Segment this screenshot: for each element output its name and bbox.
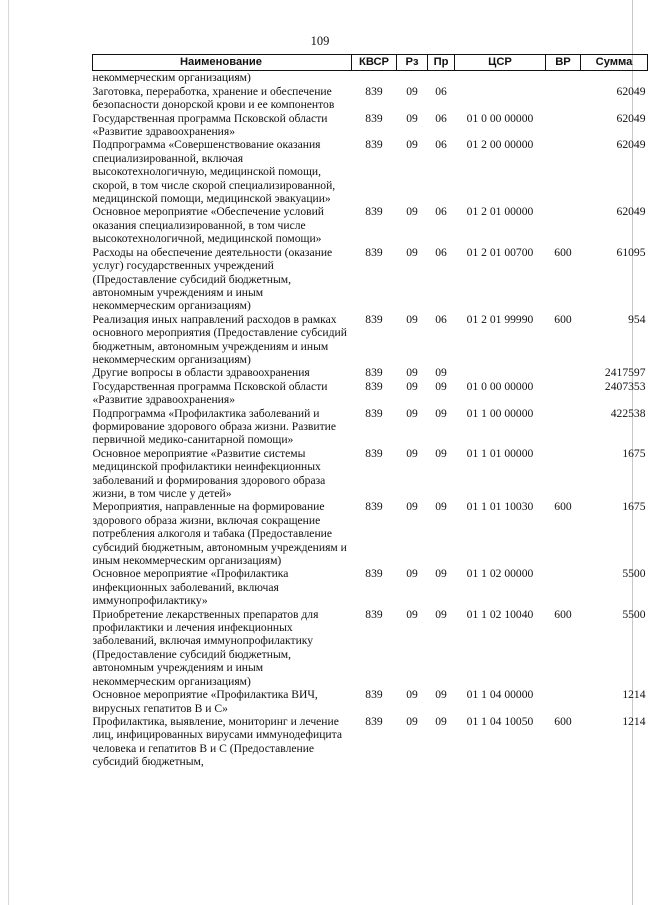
cell-pr: 06 bbox=[435, 245, 447, 259]
cell-kvsr: 839 bbox=[365, 205, 383, 219]
cell-sum: 62049 bbox=[616, 111, 646, 125]
cell-csr: 01 1 04 00000 bbox=[466, 688, 534, 702]
cell-kvsr: 839 bbox=[365, 446, 383, 460]
cell-vr bbox=[546, 688, 581, 715]
cell-kvsr: 839 bbox=[365, 111, 383, 125]
cell-rz: 09 bbox=[406, 607, 418, 621]
cell-sum: 2417597 bbox=[604, 366, 646, 380]
cell-sum: 1214 bbox=[622, 714, 646, 728]
cell-kvsr: 839 bbox=[365, 406, 383, 420]
cell-sum bbox=[581, 71, 648, 85]
table-row bbox=[93, 366, 648, 379]
header-rz: Рз bbox=[397, 55, 428, 71]
cell-csr: 01 1 01 00000 bbox=[466, 446, 534, 460]
cell-name: Основное мероприятие «Профилактика ВИЧ, вирусных гепатитов В и С» bbox=[92, 688, 318, 715]
table-body bbox=[93, 71, 648, 769]
table-row bbox=[93, 71, 648, 85]
cell-sum: 62049 bbox=[616, 138, 646, 152]
table-row bbox=[93, 138, 648, 205]
cell-csr bbox=[455, 366, 546, 379]
cell-pr: 06 bbox=[435, 138, 447, 152]
cell-pr: 09 bbox=[435, 567, 447, 581]
table-row bbox=[93, 313, 648, 367]
cell-sum: 62049 bbox=[616, 205, 646, 219]
cell-vr bbox=[546, 138, 581, 205]
cell-rz bbox=[397, 71, 428, 85]
header-csr: ЦСР bbox=[455, 55, 546, 71]
cell-vr bbox=[546, 447, 581, 501]
cell-rz: 09 bbox=[406, 138, 418, 152]
cell-kvsr: 839 bbox=[365, 688, 383, 702]
cell-kvsr: 839 bbox=[365, 567, 383, 581]
cell-pr: 06 bbox=[435, 111, 447, 125]
table-row bbox=[93, 500, 648, 567]
table-row bbox=[93, 688, 648, 715]
cell-csr: 01 2 01 00000 bbox=[466, 205, 534, 219]
table-row bbox=[93, 380, 648, 407]
cell-pr: 09 bbox=[435, 379, 447, 393]
cell-kvsr: 839 bbox=[365, 714, 383, 728]
cell-pr: 09 bbox=[435, 446, 447, 460]
cell-kvsr: 839 bbox=[365, 84, 383, 98]
cell-kvsr bbox=[352, 71, 397, 85]
cell-rz: 09 bbox=[406, 379, 418, 393]
cell-vr bbox=[546, 85, 581, 112]
cell-rz: 09 bbox=[406, 205, 418, 219]
cell-csr: 01 1 00 00000 bbox=[466, 406, 534, 420]
header-vr: ВР bbox=[546, 55, 581, 71]
cell-name: Подпрограмма «Совершенствование оказания специализированной, включая высокотехнологичную, медицинской помощи, скорой, в том числе скорой специализированной, медицинской помощи, медицинской эвакуации» bbox=[92, 138, 336, 206]
cell-rz: 09 bbox=[406, 245, 418, 259]
scan-edge-left bbox=[8, 0, 9, 905]
cell-rz: 09 bbox=[406, 688, 418, 702]
header-name: Наименование bbox=[93, 55, 352, 71]
cell-csr: 01 0 00 00000 bbox=[466, 379, 534, 393]
cell-name: Государственная программа Псковской области «Развитие здравоохранения» bbox=[92, 111, 328, 139]
page-number: 109 bbox=[310, 34, 330, 48]
cell-sum: 1214 bbox=[622, 688, 646, 702]
cell-name: Расходы на обеспечение деятельности (оказание услуг) государственных учреждений (Предоставление субсидий бюджетным, автономным учреждениям и иным некоммерческим организациям) bbox=[92, 245, 333, 313]
cell-vr bbox=[546, 205, 581, 245]
cell-kvsr: 839 bbox=[365, 312, 383, 326]
cell-sum: 422538 bbox=[610, 406, 646, 420]
cell-name: Основное мероприятие «Развитие системы медицинской профилактики неинфекционных заболеваний и формирования здорового образа жизни, в том числе у детей» bbox=[92, 446, 326, 500]
cell-csr: 01 1 02 10040 bbox=[466, 607, 534, 621]
cell-sum: 2407353 bbox=[604, 379, 646, 393]
cell-pr: 09 bbox=[435, 688, 447, 702]
cell-name: Государственная программа Псковской области «Развитие здравоохранения» bbox=[92, 379, 328, 407]
cell-name: Подпрограмма «Профилактика заболеваний и формирование здорового образа жизни. Развитие первичной медико-санитарной помощи» bbox=[92, 406, 337, 447]
cell-rz: 09 bbox=[406, 84, 418, 98]
cell-vr: 600 bbox=[554, 245, 572, 259]
cell-vr bbox=[546, 380, 581, 407]
table-header-row bbox=[93, 55, 648, 71]
cell-kvsr: 839 bbox=[365, 245, 383, 259]
cell-name: Основное мероприятие «Обеспечение условий оказания специализированной, в том числе высокотехнологичной, медицинской помощи» bbox=[92, 205, 325, 246]
cell-sum: 1675 bbox=[622, 500, 646, 514]
cell-name: Основное мероприятие «Профилактика инфекционных заболеваний, включая иммунопрофилактику» bbox=[92, 567, 289, 608]
cell-name: некоммерческим организациям) bbox=[92, 71, 251, 85]
cell-pr: 09 bbox=[435, 500, 447, 514]
table-row bbox=[93, 112, 648, 139]
cell-name: Приобретение лекарственных препаратов для профилактики и лечения инфекционных заболеваний, включая иммунопрофилактику (Предоставление субсидий бюджетным, автономным учреждениям и иным некоммерческим организациям) bbox=[92, 607, 319, 688]
cell-rz: 09 bbox=[406, 406, 418, 420]
cell-vr bbox=[546, 567, 581, 607]
cell-sum: 5500 bbox=[622, 607, 646, 621]
table-row bbox=[93, 715, 648, 769]
cell-vr: 600 bbox=[554, 500, 572, 514]
cell-rz: 09 bbox=[406, 500, 418, 514]
cell-rz: 09 bbox=[406, 111, 418, 125]
cell-name: Заготовка, переработка, хранение и обеспечение безопасности донорской крови и ее компонентов bbox=[92, 84, 335, 112]
cell-rz: 09 bbox=[406, 714, 418, 728]
table-row bbox=[93, 447, 648, 501]
table-row bbox=[93, 407, 648, 447]
cell-pr: 06 bbox=[435, 84, 447, 98]
cell-rz: 09 bbox=[406, 312, 418, 326]
header-kvsr: КВСР bbox=[352, 55, 397, 71]
cell-kvsr: 839 bbox=[365, 366, 383, 380]
cell-csr bbox=[455, 71, 546, 85]
cell-pr bbox=[428, 71, 455, 85]
cell-name: Профилактика, выявление, мониторинг и лечение лиц, инфицированных вирусами иммунодефицита человека и гепатитов В и С (Предоставление субсидий бюджетным, bbox=[92, 714, 342, 769]
cell-csr: 01 1 01 10030 bbox=[466, 500, 534, 514]
cell-csr: 01 1 02 00000 bbox=[466, 567, 534, 581]
cell-kvsr: 839 bbox=[365, 500, 383, 514]
cell-name: Реализация иных направлений расходов в рамках основного мероприятия (Предоставление субсидий бюджетным, автономным учреждениям и иным некоммерческим организациям) bbox=[92, 312, 347, 366]
cell-csr: 01 2 01 99990 bbox=[466, 312, 534, 326]
table-row bbox=[93, 246, 648, 313]
cell-name: Мероприятия, направленные на формирование здорового образа жизни, включая сокращение потребления алкоголя и табака (Предоставление субсидий бюджетным, автономным учреждениям и иным некоммерческим организациям) bbox=[92, 500, 347, 568]
cell-vr: 600 bbox=[554, 714, 572, 728]
cell-csr: 01 1 04 10050 bbox=[466, 714, 534, 728]
table-row bbox=[93, 205, 648, 245]
cell-vr: 600 bbox=[554, 312, 572, 326]
cell-csr: 01 0 00 00000 bbox=[466, 111, 534, 125]
cell-sum: 62049 bbox=[616, 84, 646, 98]
cell-csr: 01 2 01 00700 bbox=[466, 245, 534, 259]
cell-kvsr: 839 bbox=[365, 607, 383, 621]
cell-sum: 5500 bbox=[622, 567, 646, 581]
cell-vr bbox=[546, 407, 581, 447]
cell-csr: 01 2 00 00000 bbox=[466, 138, 534, 152]
cell-csr bbox=[455, 85, 546, 112]
cell-pr: 09 bbox=[435, 366, 447, 380]
table-row bbox=[93, 567, 648, 607]
cell-sum: 61095 bbox=[616, 245, 646, 259]
cell-pr: 06 bbox=[435, 205, 447, 219]
cell-kvsr: 839 bbox=[365, 138, 383, 152]
cell-name: Другие вопросы в области здравоохранения bbox=[92, 366, 310, 380]
cell-vr bbox=[546, 112, 581, 139]
cell-pr: 09 bbox=[435, 714, 447, 728]
header-sum: Сумма bbox=[581, 55, 648, 71]
cell-sum: 954 bbox=[628, 312, 646, 326]
cell-rz: 09 bbox=[406, 567, 418, 581]
header-pr: Пр bbox=[428, 55, 455, 71]
cell-kvsr: 839 bbox=[365, 379, 383, 393]
cell-vr: 600 bbox=[554, 607, 572, 621]
cell-pr: 09 bbox=[435, 607, 447, 621]
cell-rz: 09 bbox=[406, 446, 418, 460]
cell-sum: 1675 bbox=[622, 446, 646, 460]
budget-table bbox=[92, 54, 648, 769]
cell-vr bbox=[546, 366, 581, 379]
cell-pr: 09 bbox=[435, 406, 447, 420]
cell-pr: 06 bbox=[435, 312, 447, 326]
table-row bbox=[93, 85, 648, 112]
cell-rz: 09 bbox=[406, 366, 418, 380]
cell-vr bbox=[546, 71, 581, 85]
table-row bbox=[93, 608, 648, 688]
